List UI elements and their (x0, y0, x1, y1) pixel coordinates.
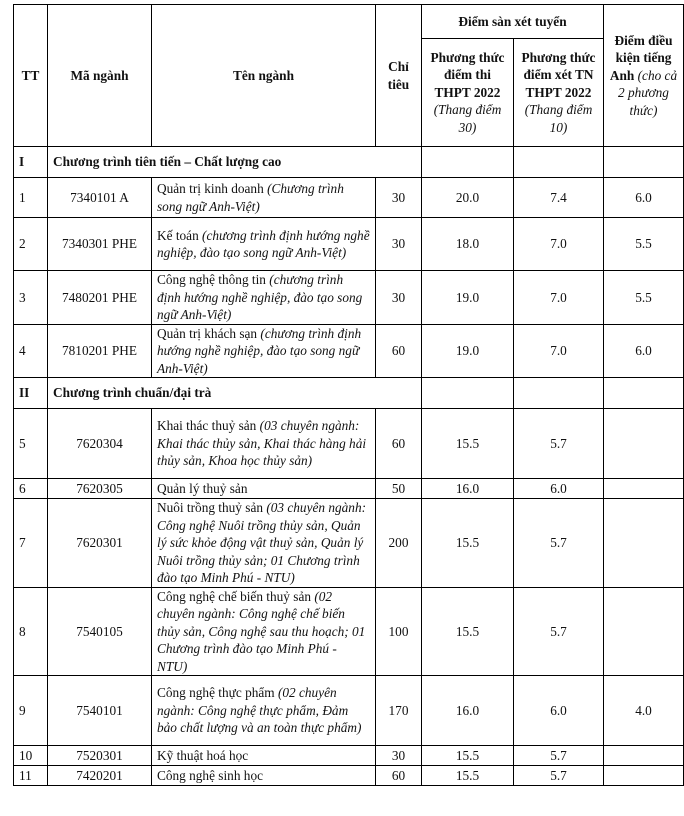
cell-name-text: Kế toán (157, 227, 203, 243)
cell-name (152, 409, 376, 479)
table-row (14, 587, 684, 676)
table-row (14, 746, 684, 766)
cell-name (152, 479, 376, 499)
cell-tt: 10 (14, 746, 48, 766)
cell-quota: 50 (376, 479, 422, 499)
cell-quota: 30 (376, 271, 422, 325)
table-row (14, 218, 684, 271)
table-row (14, 178, 684, 218)
cell-thpt-score: 16.0 (422, 676, 514, 746)
header-name: Tên ngành (152, 5, 376, 147)
cell-tt: 8 (14, 587, 48, 676)
cell-name-text: Quản trị khách sạn (157, 325, 261, 341)
header-method-tn-label: Phương thức điểm xét TN THPT 2022 (521, 49, 596, 100)
cell-tt: 1 (14, 178, 48, 218)
cell-code: 7520301 (48, 746, 152, 766)
cell-name-note: (chương trình định hướng nghề nghiệp, đào tạo song ngữ Anh-Việt) (157, 325, 362, 376)
cell-tt: 2 (14, 218, 48, 271)
cell-quota: 30 (376, 218, 422, 271)
cell-thpt-score: 20.0 (422, 178, 514, 218)
section-roman: II (14, 378, 48, 409)
cell-thpt-score: 16.0 (422, 479, 514, 499)
cell-name-text: Công nghệ thông tin (157, 272, 270, 287)
header-english-label: Điểm điều kiện tiếng Anh (609, 32, 673, 83)
header-quota: Chỉ tiêu (376, 5, 422, 147)
cell-tn-score: 6.0 (514, 676, 604, 746)
cell-name-note: (chương trình định hướng nghề nghiệp, đào tạo song ngữ Anh-Việt) (157, 227, 370, 260)
cell-tn-score: 5.7 (514, 746, 604, 766)
cell-code: 7340301 PHE (48, 218, 152, 271)
header-method-thpt-label: Phương thức điểm thi THPT 2022 (430, 49, 505, 100)
cell-quota: 200 (376, 499, 422, 588)
cell-name-text: Công nghệ sinh học (157, 767, 263, 783)
table-row (14, 324, 684, 378)
cell-name-text: Nuôi trồng thuỷ sản (157, 500, 267, 515)
cell-name-text: Quản lý thuỷ sản (157, 480, 248, 496)
table-row (14, 676, 684, 746)
cell-quota: 60 (376, 766, 422, 786)
cell-quota: 60 (376, 324, 422, 378)
cell-tn-score: 5.7 (514, 409, 604, 479)
section-empty-cell (514, 147, 604, 178)
cell-name-text: Khai thác thuỷ sản (157, 418, 260, 434)
table-body (14, 147, 684, 786)
header-tt: TT (14, 5, 48, 147)
cell-name (152, 324, 376, 378)
cell-name-text: Quản trị kinh doanh (157, 181, 268, 196)
header-score-group: Điểm sàn xét tuyển (422, 5, 604, 39)
cell-thpt-score: 15.5 (422, 746, 514, 766)
cell-name (152, 218, 376, 271)
header-method-thpt-scale: (Thang điểm 30) (433, 102, 502, 135)
cell-english-score (604, 587, 684, 676)
table-row (14, 409, 684, 479)
cell-tt: 11 (14, 766, 48, 786)
cell-english-score (604, 479, 684, 499)
admission-score-table (13, 4, 684, 786)
cell-thpt-score: 15.5 (422, 499, 514, 588)
cell-name-text: Công nghệ thực phẩm (157, 685, 278, 701)
section-empty-cell (422, 378, 514, 409)
header-method-thpt (422, 39, 514, 147)
cell-thpt-score: 19.0 (422, 324, 514, 378)
section-roman: I (14, 147, 48, 178)
cell-tn-score: 7.0 (514, 271, 604, 325)
section-title: Chương trình tiên tiến – Chất lượng cao (48, 147, 422, 178)
cell-code: 7810201 PHE (48, 324, 152, 378)
cell-name (152, 587, 376, 676)
cell-thpt-score: 15.5 (422, 587, 514, 676)
section-empty-cell (514, 378, 604, 409)
cell-tt: 3 (14, 271, 48, 325)
cell-english-score: 6.0 (604, 324, 684, 378)
header-english-note: (cho cả 2 phương thức) (618, 67, 678, 118)
cell-name (152, 271, 376, 325)
cell-quota: 60 (376, 409, 422, 479)
section-empty-cell (422, 147, 514, 178)
cell-tt: 4 (14, 324, 48, 378)
cell-name-note: (03 chuyên ngành: Khai thác thủy sản, Khai thác hàng hải thủy sản, Khoa học thủy sản) (157, 418, 367, 469)
cell-tn-score: 5.7 (514, 499, 604, 588)
cell-code: 7620304 (48, 409, 152, 479)
cell-code: 7540101 (48, 676, 152, 746)
cell-tn-score: 7.4 (514, 178, 604, 218)
cell-name-note: (02 chuyên ngành: Công nghệ chế biến thủy sản, Công nghệ sau thu hoạch; 01 Chương trình đào tạo Minh Phú - NTU) (157, 588, 366, 674)
cell-code: 7340101 A (48, 178, 152, 218)
section-empty-cell (604, 147, 684, 178)
cell-english-score: 4.0 (604, 676, 684, 746)
section-row (14, 378, 684, 409)
header-code: Mã ngành (48, 5, 152, 147)
cell-tn-score: 7.0 (514, 218, 604, 271)
cell-thpt-score: 18.0 (422, 218, 514, 271)
header-method-tn-scale: (Thang điểm 10) (524, 102, 593, 135)
cell-name (152, 499, 376, 588)
cell-code: 7540105 (48, 587, 152, 676)
cell-tt: 9 (14, 676, 48, 746)
table-row (14, 499, 684, 588)
section-empty-cell (604, 378, 684, 409)
cell-english-score (604, 766, 684, 786)
header-method-tn (514, 39, 604, 147)
cell-tn-score: 6.0 (514, 479, 604, 499)
cell-name-note: (03 chuyên ngành: Công nghệ Nuôi trồng thủy sản, Quản lý sức khỏe động vật thuỷ sản, Quản lý Nuôi trồng thủy sản; 01 Chương trình đào tạo Minh Phú - NTU) (157, 500, 367, 585)
cell-english-score: 5.5 (604, 218, 684, 271)
section-row (14, 147, 684, 178)
header-english (604, 5, 684, 147)
cell-name (152, 178, 376, 218)
cell-code: 7480201 PHE (48, 271, 152, 325)
cell-thpt-score: 19.0 (422, 271, 514, 325)
cell-quota: 100 (376, 587, 422, 676)
cell-name (152, 766, 376, 786)
cell-tt: 7 (14, 499, 48, 588)
cell-english-score (604, 409, 684, 479)
cell-code: 7620301 (48, 499, 152, 588)
cell-tn-score: 5.7 (514, 587, 604, 676)
table-row (14, 479, 684, 499)
cell-english-score: 6.0 (604, 178, 684, 218)
cell-name (152, 676, 376, 746)
cell-tt: 6 (14, 479, 48, 499)
cell-name-text: Kỹ thuật hoá học (157, 747, 249, 763)
cell-name-note: (02 chuyên ngành: Công nghệ thực phẩm, Đảm bảo chất lượng và an toàn thực phẩm) (157, 685, 362, 736)
table-row (14, 766, 684, 786)
cell-english-score: 5.5 (604, 271, 684, 325)
cell-tn-score: 7.0 (514, 324, 604, 378)
cell-name-note: (chương trình định hướng nghề nghiệp, đào tạo song ngữ Anh-Việt) (157, 272, 363, 322)
cell-quota: 170 (376, 676, 422, 746)
table-row (14, 271, 684, 325)
cell-quota: 30 (376, 746, 422, 766)
cell-tt: 5 (14, 409, 48, 479)
cell-thpt-score: 15.5 (422, 409, 514, 479)
cell-code: 7620305 (48, 479, 152, 499)
cell-quota: 30 (376, 178, 422, 218)
section-title: Chương trình chuẩn/đại trà (48, 378, 422, 409)
cell-thpt-score: 15.5 (422, 766, 514, 786)
cell-tn-score: 5.7 (514, 766, 604, 786)
cell-english-score (604, 746, 684, 766)
cell-name-text: Công nghệ chế biến thuỷ sản (157, 588, 315, 604)
cell-english-score (604, 499, 684, 588)
cell-name (152, 746, 376, 766)
cell-code: 7420201 (48, 766, 152, 786)
cell-name-note: (Chương trình song ngữ Anh-Việt) (157, 181, 344, 214)
